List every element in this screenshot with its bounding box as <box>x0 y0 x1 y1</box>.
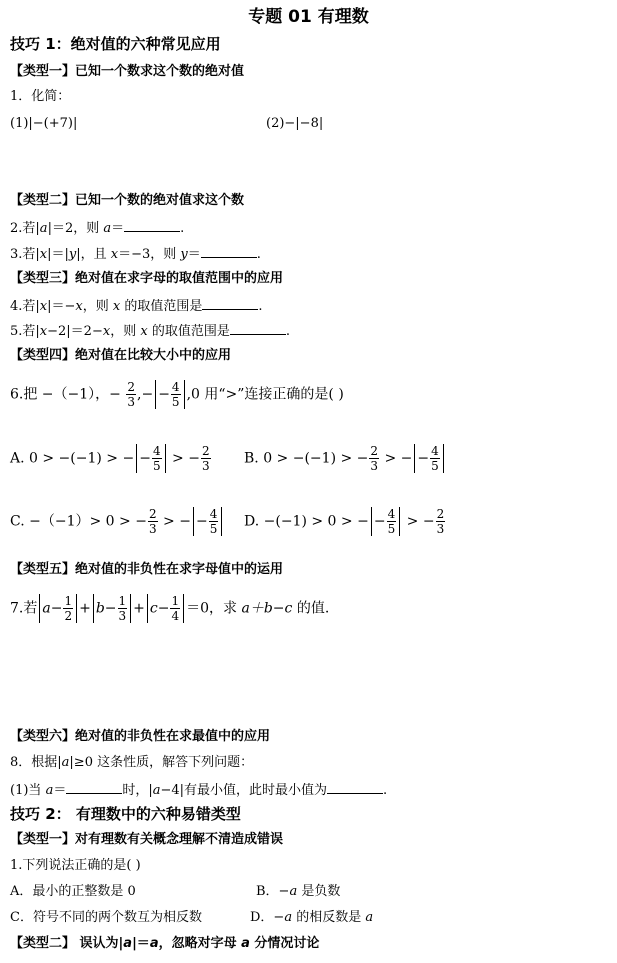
answer-blank <box>124 219 180 232</box>
question-6: 6.把 −（−1），− $\frac{2}{3}$ ,− − $\frac{4}{5}$ ,0 用“>”连接正确的是( ) <box>10 380 344 409</box>
type-6-heading: 【类型六】绝对值的非负性在求最值中的应用 <box>10 729 271 744</box>
question-1-part-1: (1)|−(+7)| <box>10 116 78 131</box>
error-option-a[interactable]: A．最小的正整数是 0 <box>10 884 136 899</box>
answer-blank <box>201 245 257 258</box>
question-2: 2.若|a|＝2，则 a＝ . <box>10 221 185 236</box>
skill-2-heading: 技巧 2： 有理数中的六种易错类型 <box>10 805 241 823</box>
answer-blank <box>202 297 258 310</box>
answer-blank <box>66 781 122 794</box>
answer-blank <box>230 322 286 335</box>
type-2-heading: 【类型二】已知一个数的绝对值求这个数 <box>10 193 245 208</box>
error-question-1: 1.下列说法正确的是( ) <box>10 858 141 873</box>
type-3-heading: 【类型三】绝对值在求字母的取值范围中的应用 <box>10 271 284 286</box>
option-a[interactable]: A. 0 > −(−1) > − − $\frac{4}{5}$ > − $\frac{2}{3}$ <box>10 444 210 473</box>
option-c[interactable]: C. −（−1）> 0 > − $\frac{2}{3}$ > − − $\frac{4}{5}$ <box>10 507 224 536</box>
skill-1-heading: 技巧 1：绝对值的六种常见应用 <box>10 35 221 53</box>
error-option-c[interactable]: C．符号不同的两个数互为相反数 <box>10 910 202 925</box>
question-5: 5.若|x−2|＝2−x，则 x 的取值范围是 . <box>10 324 290 339</box>
absolute-value: − $\frac{4}{5}$ <box>155 380 184 409</box>
error-type-2-heading: 【类型二】 误认为|a|＝a，忽略对字母 a 分情况讨论 <box>10 936 320 951</box>
error-option-d[interactable]: D．−a 的相反数是 a <box>250 910 374 925</box>
type-4-heading: 【类型四】绝对值在比较大小中的应用 <box>10 348 232 363</box>
question-8: 8．根据|a|≥0 这条性质，解答下列问题： <box>10 755 254 770</box>
question-1: 1．化简： <box>10 89 71 104</box>
option-b[interactable]: B. 0 > −(−1) > − $\frac{2}{3}$ > − − $\frac{4}{5}$ <box>244 444 446 473</box>
fraction: $\frac{2}{3}$ <box>127 380 135 409</box>
document-title: 专题 01 有理数 <box>248 7 369 27</box>
question-8-part-1: (1)当 a＝ 时，|a−4|有最小值，此时最小值为 . <box>10 783 388 798</box>
type-5-heading: 【类型五】绝对值的非负性在求字母值中的运用 <box>10 562 284 577</box>
type-1-heading: 【类型一】已知一个数求这个数的绝对值 <box>10 64 245 79</box>
option-d[interactable]: D. −(−1) > 0 > − − $\frac{4}{5}$ > − $\frac{2}{3}$ <box>244 507 445 536</box>
question-3: 3.若|x|＝|y|，且 x＝−3，则 y＝ . <box>10 247 261 262</box>
error-type-1-heading: 【类型一】对有理数有关概念理解不清造成错误 <box>10 832 284 847</box>
answer-blank <box>327 781 383 794</box>
question-4: 4.若|x|＝−x，则 x 的取值范围是 . <box>10 299 263 314</box>
question-7: 7.若 a− $\frac{1}{2}$ + b− $\frac{1}{3}$ + c− $\frac{1}{4}$ ＝0，求 a＋b−c 的值. <box>10 594 330 623</box>
error-option-b[interactable]: B．−a 是负数 <box>256 884 341 899</box>
question-1-part-2: (2)−|−8| <box>266 116 324 131</box>
